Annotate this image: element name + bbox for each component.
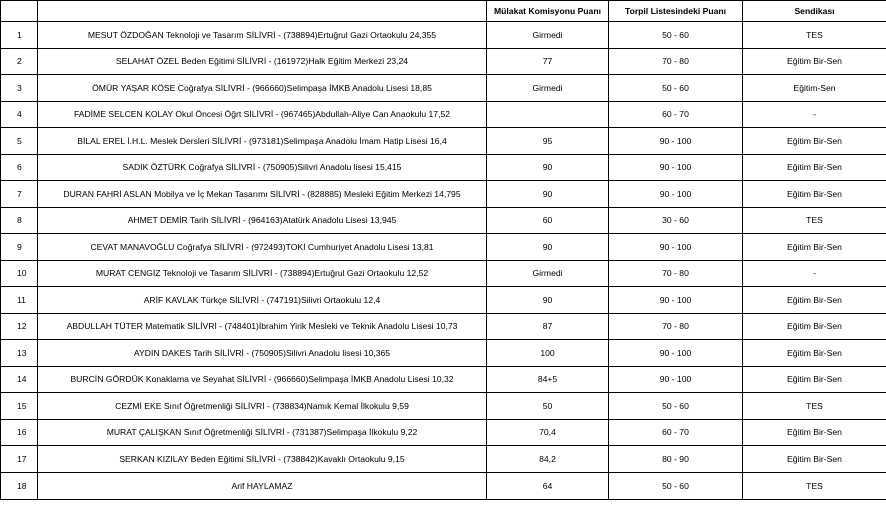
table-row xyxy=(1,101,886,128)
table-row xyxy=(1,128,886,155)
interview-score-cell: Girmedi xyxy=(487,260,609,287)
header-union: Sendikası xyxy=(743,1,886,22)
interview-score-cell: 77 xyxy=(487,48,609,75)
list-score-cell: 50 - 60 xyxy=(609,393,743,420)
row-number-cell: 14 xyxy=(1,366,38,393)
table-row xyxy=(1,234,886,261)
list-score-cell: 90 - 100 xyxy=(609,128,743,155)
row-number-cell: 2 xyxy=(1,48,38,75)
union-cell: TES xyxy=(743,207,886,234)
interview-score-cell: 95 xyxy=(487,128,609,155)
list-score-cell: 90 - 100 xyxy=(609,287,743,314)
row-number-cell: 8 xyxy=(1,207,38,234)
teacher-info-cell: SELAHAT ÖZEL Beden Eğitimi SİLİVRİ - (161972)Halk Eğitim Merkezi 23,24 xyxy=(38,48,487,75)
teacher-info-cell: CEZMİ EKE Sınıf Öğretmenliği SİLİVRİ - (738834)Namık Kemal İlkokulu 9,59 xyxy=(38,393,487,420)
header-interview-score: Mülakat Komisyonu Puanı xyxy=(487,1,609,22)
interview-score-cell: 90 xyxy=(487,234,609,261)
teacher-info-cell: CEVAT MANAVOĞLU Coğrafya SİLİVRİ - (972493)TOKİ Cumhuriyet Anadolu Lisesi 13,81 xyxy=(38,234,487,261)
union-cell: - xyxy=(743,101,886,128)
teacher-info-cell: BURCİN GÖRDÜK Konaklama ve Seyahat SİLİVRİ - (966660)Selimpaşa İMKB Anadolu Lisesi 10,32 xyxy=(38,366,487,393)
teacher-info-cell: SADIK ÖZTÜRK Coğrafya SİLİVRİ - (750905)Silivri Anadolu lisesi 15,415 xyxy=(38,154,487,181)
row-number-cell: 15 xyxy=(1,393,38,420)
header-list-score: Torpil Listesindeki Puanı xyxy=(609,1,743,22)
table-row xyxy=(1,260,886,287)
list-score-cell: 80 - 90 xyxy=(609,446,743,473)
teacher-info-cell: FADİME SELCEN KOLAY Okul Öncesi Öğrt SİLİVRİ - (967465)Abdullah-Aliye Can Anaokulu 17,52 xyxy=(38,101,487,128)
union-cell: Eğitim Bir-Sen xyxy=(743,287,886,314)
teacher-info-cell: DURAN FAHRİ ASLAN Mobilya ve İç Mekan Tasarımı SİLİVRİ - (828885) Mesleki Eğitim Merkezi 14,795 xyxy=(38,181,487,208)
union-cell: Eğitim-Sen xyxy=(743,75,886,102)
union-cell: - xyxy=(743,260,886,287)
teacher-info-cell: MESUT ÖZDOĞAN Teknoloji ve Tasarım SİLİVRİ - (738894)Ertuğrul Gazi Ortaokulu 24,355 xyxy=(38,22,487,49)
row-number-cell: 9 xyxy=(1,234,38,261)
list-score-cell: 60 - 70 xyxy=(609,419,743,446)
table-row xyxy=(1,48,886,75)
interview-score-cell: 84,2 xyxy=(487,446,609,473)
row-number-cell: 6 xyxy=(1,154,38,181)
teacher-info-cell: AHMET DEMİR Tarih SİLİVRİ - (964163)Atatürk Anadolu Lisesi 13,945 xyxy=(38,207,487,234)
teacher-info-cell: SERKAN KIZILAY Beden Eğitimi SİLİVRİ - (738842)Kavaklı Ortaokulu 9,15 xyxy=(38,446,487,473)
union-cell: Eğitim Bir-Sen xyxy=(743,313,886,340)
list-score-cell: 70 - 80 xyxy=(609,260,743,287)
interview-score-cell: 50 xyxy=(487,393,609,420)
row-number-cell: 7 xyxy=(1,181,38,208)
interview-score-cell: 90 xyxy=(487,154,609,181)
interview-score-cell: 84+5 xyxy=(487,366,609,393)
teacher-info-cell: ÖMÜR YAŞAR KÖSE Coğrafya SİLİVRİ - (966660)Selimpaşa İMKB Anadolu Lisesi 18,85 xyxy=(38,75,487,102)
list-score-cell: 90 - 100 xyxy=(609,154,743,181)
table-row xyxy=(1,393,886,420)
union-cell: Eğitim Bir-Sen xyxy=(743,446,886,473)
interview-score-cell: 64 xyxy=(487,472,609,499)
row-number-cell: 13 xyxy=(1,340,38,367)
union-cell: TES xyxy=(743,393,886,420)
table-row xyxy=(1,419,886,446)
union-cell: Eğitim Bir-Sen xyxy=(743,154,886,181)
row-number-cell: 3 xyxy=(1,75,38,102)
union-cell: Eğitim Bir-Sen xyxy=(743,340,886,367)
teacher-info-cell: MURAT ÇALIŞKAN Sınıf Öğretmenliği SİLİVRİ - (731387)Selimpaşa İlkokulu 9,22 xyxy=(38,419,487,446)
union-cell: Eğitim Bir-Sen xyxy=(743,181,886,208)
table-row xyxy=(1,181,886,208)
list-score-cell: 50 - 60 xyxy=(609,75,743,102)
row-number-cell: 4 xyxy=(1,101,38,128)
row-number-cell: 12 xyxy=(1,313,38,340)
table-row xyxy=(1,287,886,314)
table-row xyxy=(1,22,886,49)
list-score-cell: 90 - 100 xyxy=(609,340,743,367)
teacher-info-cell: BİLAL EREL İ.H.L. Meslek Dersleri SİLİVRİ - (973181)Selimpaşa Anadolu İmam Hatip Lisesi 16,4 xyxy=(38,128,487,155)
teacher-info-cell: Arif HAYLAMAZ xyxy=(38,472,487,499)
union-cell: TES xyxy=(743,472,886,499)
interview-score-cell xyxy=(487,101,609,128)
list-score-cell: 90 - 100 xyxy=(609,234,743,261)
teacher-info-cell: ARİF KAVLAK Türkçe SİLİVRİ - (747191)Silivri Ortaokulu 12,4 xyxy=(38,287,487,314)
interview-score-cell: Girmedi xyxy=(487,75,609,102)
list-score-cell: 90 - 100 xyxy=(609,181,743,208)
table-row xyxy=(1,366,886,393)
list-score-cell: 60 - 70 xyxy=(609,101,743,128)
teacher-info-cell: AYDIN DAKES Tarih SİLİVRİ - (750905)Silivri Anadolu lisesi 10,365 xyxy=(38,340,487,367)
header-row xyxy=(1,1,886,22)
row-number-cell: 10 xyxy=(1,260,38,287)
table-row xyxy=(1,75,886,102)
interview-score-cell: 70,4 xyxy=(487,419,609,446)
union-cell: TES xyxy=(743,22,886,49)
union-cell: Eğitim Bir-Sen xyxy=(743,366,886,393)
row-number-cell: 11 xyxy=(1,287,38,314)
table-row xyxy=(1,154,886,181)
table-row xyxy=(1,472,886,499)
interview-score-cell: 90 xyxy=(487,287,609,314)
row-number-cell: 16 xyxy=(1,419,38,446)
interview-score-cell: 87 xyxy=(487,313,609,340)
interview-score-cell: 90 xyxy=(487,181,609,208)
row-number-cell: 18 xyxy=(1,472,38,499)
header-no xyxy=(1,1,38,22)
list-score-cell: 70 - 80 xyxy=(609,48,743,75)
row-number-cell: 1 xyxy=(1,22,38,49)
union-cell: Eğitim Bir-Sen xyxy=(743,128,886,155)
teacher-info-cell: ABDULLAH TÜTER Matematik SİLİVRİ - (748401)İbrahim Yirik Mesleki ve Teknik Anadolu Lisesi 10,73 xyxy=(38,313,487,340)
list-score-cell: 50 - 60 xyxy=(609,22,743,49)
table-row xyxy=(1,446,886,473)
list-score-cell: 70 - 80 xyxy=(609,313,743,340)
teacher-info-cell: MURAT CENGİZ Teknoloji ve Tasarım SİLİVRİ - (738894)Ertuğrul Gazi Ortaokulu 12,52 xyxy=(38,260,487,287)
interview-score-cell: Girmedi xyxy=(487,22,609,49)
interview-score-cell: 60 xyxy=(487,207,609,234)
table-row xyxy=(1,313,886,340)
interview-score-cell: 100 xyxy=(487,340,609,367)
table-row xyxy=(1,207,886,234)
header-name xyxy=(38,1,487,22)
list-score-cell: 30 - 60 xyxy=(609,207,743,234)
list-score-cell: 50 - 60 xyxy=(609,472,743,499)
union-cell: Eğitim Bir-Sen xyxy=(743,48,886,75)
row-number-cell: 17 xyxy=(1,446,38,473)
list-score-cell: 90 - 100 xyxy=(609,366,743,393)
union-cell: Eğitim Bir-Sen xyxy=(743,234,886,261)
table-row xyxy=(1,340,886,367)
union-cell: Eğitim Bir-Sen xyxy=(743,419,886,446)
row-number-cell: 5 xyxy=(1,128,38,155)
